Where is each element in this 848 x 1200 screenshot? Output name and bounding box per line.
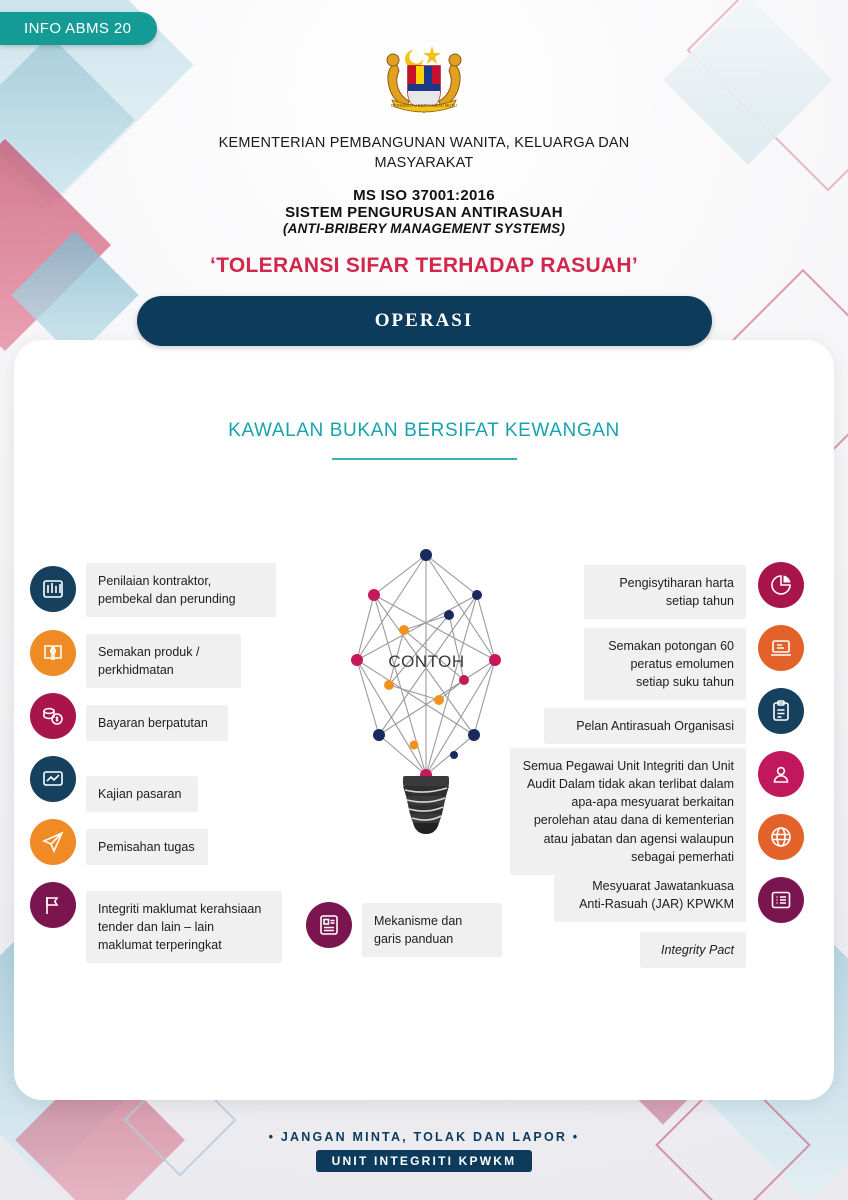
sliders-icon: [30, 566, 76, 612]
item-left-3: Bayaran berpatutan: [86, 705, 228, 741]
item-left-4: Kajian pasaran: [86, 776, 198, 812]
item-left-1: Penilaian kontraktor, pembekal dan perunding: [86, 563, 276, 617]
diagram-content: [14, 340, 834, 1100]
list-card-icon: [758, 877, 804, 923]
document-grid-icon: [306, 902, 352, 948]
flag-icon: [30, 882, 76, 928]
page-footer: [0, 1130, 848, 1172]
pie-chart-icon: [758, 562, 804, 608]
item-left-2: Semakan produk / perkhidmatan: [86, 634, 241, 688]
zero-tolerance-slogan: ‘TOLERANSI SIFAR TERHADAP RASUAH’: [210, 254, 638, 278]
item-right-5: Mesyuarat Jawatankuasa Anti-Rasuah (JAR) KPWKM: [554, 868, 746, 922]
page-header: [0, 0, 848, 346]
user-shield-icon: [758, 751, 804, 797]
chart-monitor-icon: [30, 756, 76, 802]
iso-standard-block: [0, 187, 848, 236]
ministry-name: KEMENTERIAN PEMBANGUNAN WANITA, KELUARGA DAN MASYARAKAT: [218, 135, 630, 171]
item-right-1: Pengisytiharan harta setiap tahun: [584, 565, 746, 619]
item-left-5: Pemisahan tugas: [86, 829, 208, 865]
bulb-label: CONTOH: [388, 652, 465, 671]
paper-plane-icon: [30, 819, 76, 865]
item-right-4: Semua Pegawai Unit Integriti dan Unit Audit Dalam tidak akan terlibat dalam apa-apa mesyuarat berkaitan perolehan atau dana di kementerian atau jabatan dan agensi walaupun sebagai pemerhati: [510, 748, 746, 875]
item-bottom-center: Mekanisme dan garis panduan: [362, 903, 502, 957]
malaysia-coat-of-arms-icon: [374, 40, 474, 116]
card-title: KAWALAN BUKAN BERSIFAT KEWANGAN: [228, 420, 620, 441]
info-ribbon-badge: INFO ABMS 20: [0, 12, 157, 45]
globe-icon: [758, 814, 804, 860]
footer-tagline: • JANGAN MINTA, TOLAK DAN LAPOR •: [268, 1130, 580, 1144]
svg-text:BERSEKUTU BERTAMBAH MUTU: BERSEKUTU BERTAMBAH MUTU: [391, 103, 457, 108]
iso-title-en: (ANTI-BRIBERY MANAGEMENT SYSTEMS): [282, 221, 566, 237]
item-left-6: Integriti maklumat kerahsiaan tender dan lain – lain maklumat terperingkat: [86, 891, 282, 963]
book-badge-icon: [30, 630, 76, 676]
footer-unit-badge: UNIT INTEGRITI KPWKM: [316, 1150, 533, 1172]
lightbulb-network-icon: [319, 540, 534, 890]
clipboard-icon: [758, 688, 804, 734]
iso-title-ms: SISTEM PENGURUSAN ANTIRASUAH: [285, 204, 563, 222]
item-right-6: Integrity Pact: [640, 932, 746, 968]
section-banner-operasi: OPERASI: [137, 296, 712, 346]
iso-code: MS ISO 37001:2016: [353, 187, 495, 205]
content-card: [14, 340, 834, 1100]
laptop-edit-icon: [758, 625, 804, 671]
item-right-3: Pelan Antirasuah Organisasi: [544, 708, 746, 744]
money-coins-icon: [30, 693, 76, 739]
item-right-2: Semakan potongan 60 peratus emolumen setiap suku tahun: [584, 628, 746, 700]
